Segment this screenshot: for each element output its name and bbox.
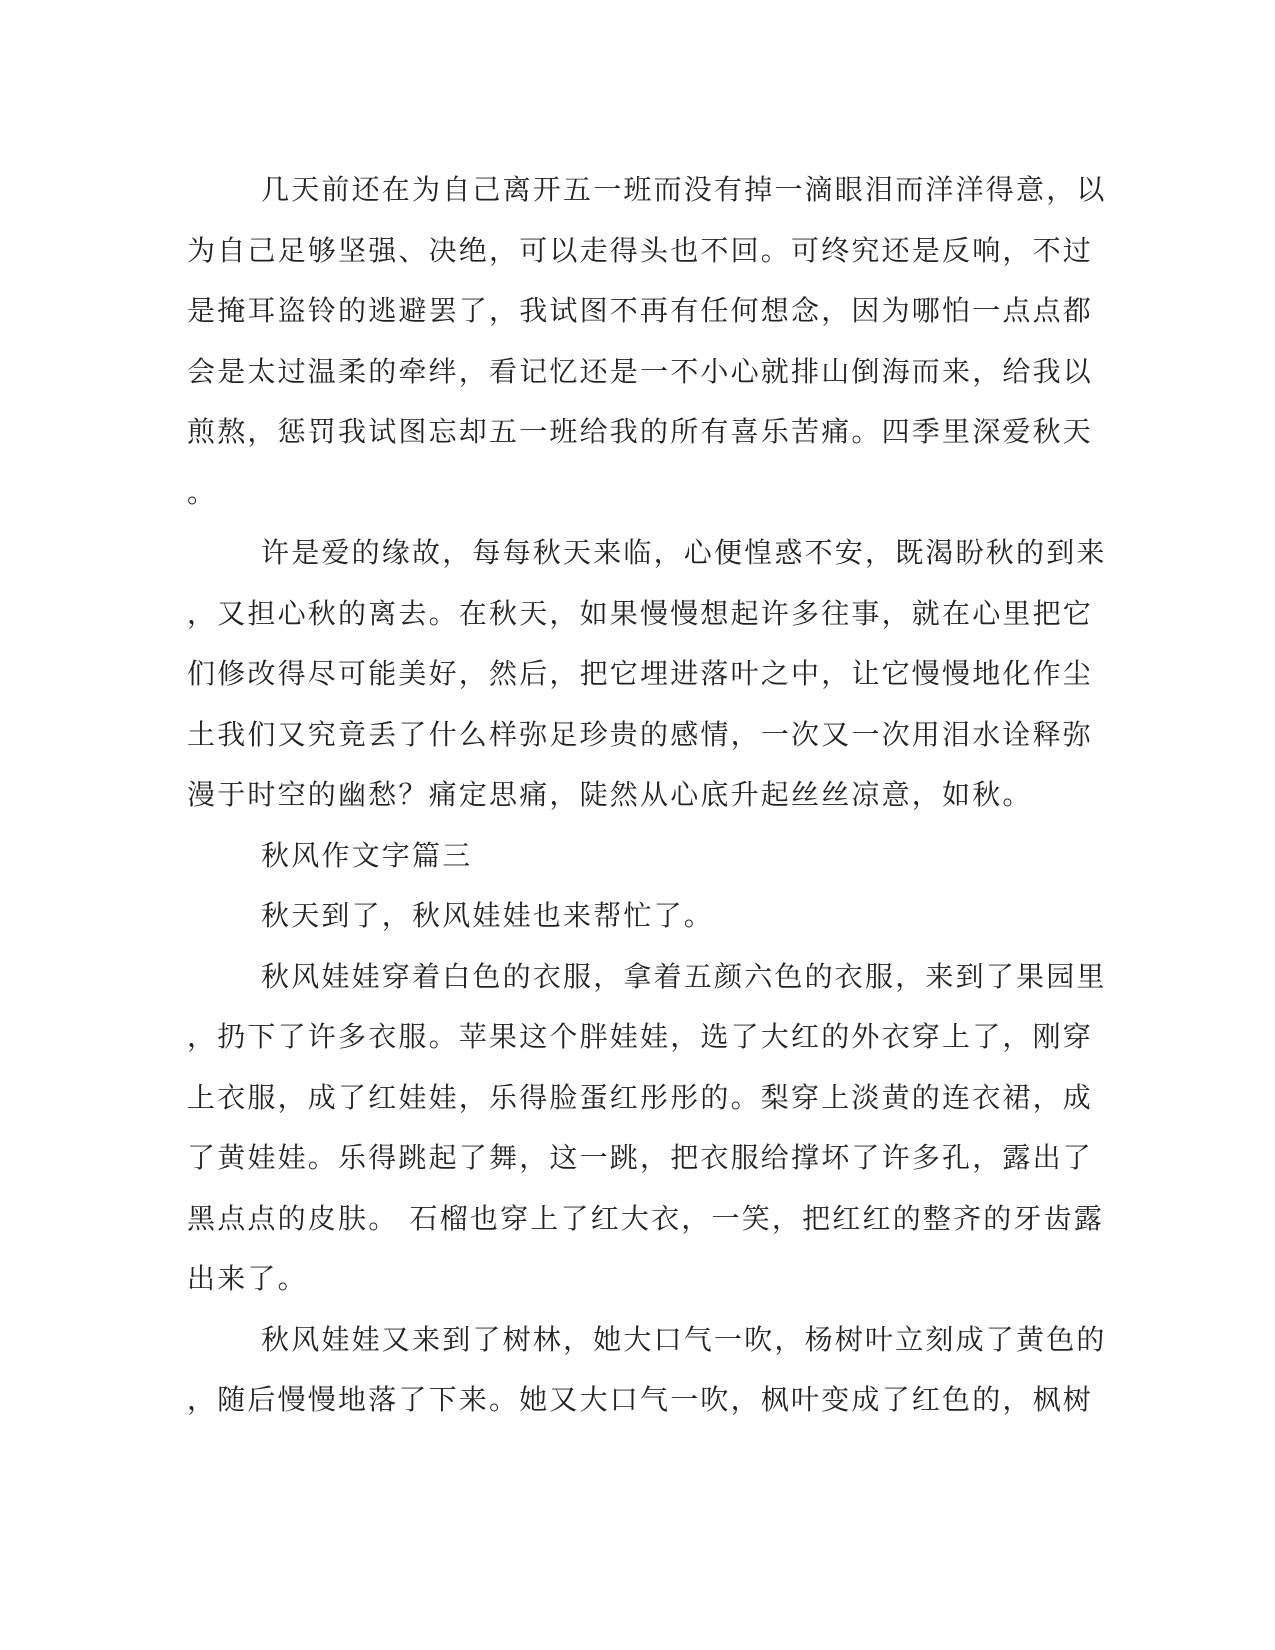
- text-line-11: 漫于时空的幽愁？痛定思痛，陡然从心底升起丝丝凉意，如秋。: [187, 778, 1033, 811]
- text-line-7: 许是爱的缘故，每每秋天来临，心便惶惑不安，既渴盼秋的到来: [261, 536, 1107, 569]
- text-line-8: ，又担心秋的离去。在秋天，如果慢慢想起许多往事，就在心里把它: [187, 596, 1094, 630]
- text-line-13: 秋天到了，秋风娃娃也来帮忙了。: [261, 899, 715, 932]
- text-line-4: 会是太过温柔的牵绊，看记忆还是一不小心就排山倒海而来，给我以: [187, 354, 1094, 388]
- text-line-20: 秋风娃娃又来到了树林，她大口气一吹，杨树叶立刻成了黄色的: [261, 1322, 1107, 1356]
- text-line-16: 上衣服，成了红娃娃，乐得脸蛋红彤彤的。梨穿上淡黄的连衣裙，成: [187, 1080, 1094, 1114]
- text-line-18: 黑点点的皮肤。 石榴也穿上了红大衣，一笑，把红红的整齐的牙齿露: [187, 1201, 1105, 1235]
- text-line-21: ，随后慢慢地落了下来。她又大口气一吹，枫叶变成了红色的，枫树: [187, 1383, 1094, 1416]
- text-line-6: 。: [187, 475, 218, 509]
- text-line-9: 们修改得尽可能美好，然后，把它埋进落叶之中，让它慢慢地化作尘: [187, 657, 1094, 690]
- text-line-1: 几天前还在为自己离开五一班而没有掉一滴眼泪而洋洋得意，以: [261, 173, 1107, 206]
- text-line-2: 为自己足够坚强、决绝，可以走得头也不回。可终究还是反响，不过: [187, 233, 1094, 267]
- text-line-3: 是掩耳盗铃的逃避罢了，我试图不再有任何想念，因为哪怕一点点都: [187, 294, 1094, 327]
- text-line-17: 了黄娃娃。乐得跳起了舞，这一跳，把衣服给撑坏了许多孔，露出了: [187, 1141, 1094, 1174]
- text-line-14: 秋风娃娃穿着白色的衣服，拿着五颜六色的衣服，来到了果园里: [261, 959, 1107, 993]
- section-heading: 秋风作文字篇三: [261, 838, 473, 872]
- text-line-15: ，扔下了许多衣服。苹果这个胖娃娃，选了大红的外衣穿上了，刚穿: [187, 1020, 1094, 1053]
- document-body: [187, 160, 1107, 1431]
- text-line-10: 土我们又究竟丢了什么样弥足珍贵的感情，一次又一次用泪水诠释弥: [187, 717, 1094, 751]
- text-line-5: 煎熬，惩罚我试图忘却五一班给我的所有喜乐苦痛。四季里深爱秋天: [187, 415, 1094, 448]
- text-line-19: 出来了。: [187, 1262, 308, 1295]
